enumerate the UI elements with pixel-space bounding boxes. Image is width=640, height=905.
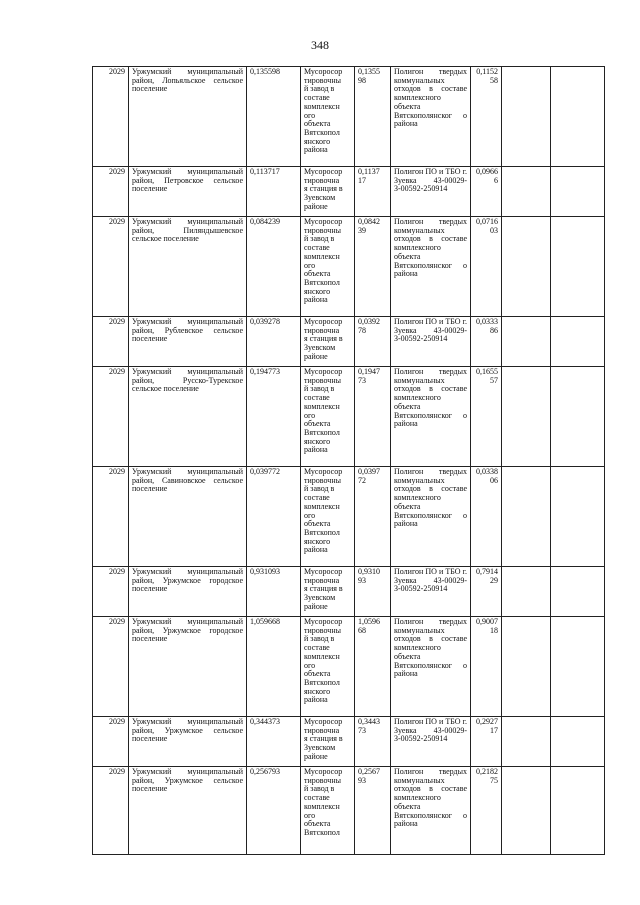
area-cell-text: Уржумский муниципальный район, Уржумское сельское поселение <box>132 767 243 794</box>
processed-amount-cell <box>355 217 391 317</box>
disposal-object-cell <box>391 67 471 167</box>
table-row <box>93 167 605 217</box>
area-cell <box>129 167 247 217</box>
disposal-object-cell-text: Полигон ПО и ТБО г. Зуевка 43-00029-З-00592-250914 <box>394 167 467 194</box>
amount-cell-text: 0,135598 <box>250 67 280 76</box>
processed-amount-cell-text: 0,1355 98 <box>358 67 380 85</box>
empty-cell <box>551 617 605 717</box>
amount-cell-text: 0,256793 <box>250 767 280 776</box>
amount-cell-text: 0,039278 <box>250 317 280 326</box>
amount-cell <box>247 217 301 317</box>
disposal-object-cell <box>391 367 471 467</box>
factor-cell-text: 0,0333 86 <box>476 317 498 335</box>
table-body <box>93 67 605 855</box>
disposal-object-cell-text: Полигон ПО и ТБО г. Зуевка 43-00029-З-00592-250914 <box>394 567 467 594</box>
empty-cell <box>502 567 551 617</box>
facility-cell <box>301 567 355 617</box>
year-cell-text: 2029 <box>109 717 125 726</box>
empty-cell <box>551 67 605 167</box>
disposal-object-cell-text: Полигон твердых коммунальных отходов в составе комплексного объекта Вятскополянског о района <box>394 217 467 279</box>
factor-cell-text: 0,0966 6 <box>476 167 498 185</box>
amount-cell <box>247 317 301 367</box>
area-cell-text: Уржумский муниципальный район, Савиновское сельское поселение <box>132 467 243 494</box>
empty-cell <box>551 317 605 367</box>
year-cell-text: 2029 <box>109 767 125 776</box>
empty-cell <box>551 717 605 767</box>
amount-cell <box>247 767 301 855</box>
year-cell-text: 2029 <box>109 317 125 326</box>
amount-cell-text: 0,084239 <box>250 217 280 226</box>
amount-cell <box>247 167 301 217</box>
area-cell <box>129 467 247 567</box>
factor-cell-text: 0,0716 03 <box>476 217 498 235</box>
factor-cell <box>471 717 502 767</box>
factor-cell-text: 0,2927 17 <box>476 717 498 735</box>
area-cell <box>129 617 247 717</box>
amount-cell <box>247 567 301 617</box>
amount-cell <box>247 717 301 767</box>
disposal-object-cell-text: Полигон ПО и ТБО г. Зуевка 43-00029-З-00592-250914 <box>394 317 467 344</box>
waste-flow-table <box>92 66 605 855</box>
area-cell-text: Уржумский муниципальный район, Рублевское сельское поселение <box>132 317 243 344</box>
facility-cell-text: Мусоросор тировочны й завод в составе комплексн ого объекта Вятскопол янского района <box>304 217 343 305</box>
table-row <box>93 767 605 855</box>
disposal-object-cell-text: Полигон твердых коммунальных отходов в составе комплексного объекта Вятскополянског о района <box>394 67 467 129</box>
factor-cell <box>471 367 502 467</box>
year-cell-text: 2029 <box>109 467 125 476</box>
area-cell <box>129 217 247 317</box>
area-cell <box>129 367 247 467</box>
area-cell <box>129 767 247 855</box>
year-cell <box>93 367 129 467</box>
year-cell-text: 2029 <box>109 67 125 76</box>
empty-cell <box>551 567 605 617</box>
year-cell <box>93 167 129 217</box>
amount-cell-text: 0,113717 <box>250 167 280 176</box>
amount-cell-text: 0,194773 <box>250 367 280 376</box>
amount-cell <box>247 67 301 167</box>
factor-cell <box>471 217 502 317</box>
area-cell-text: Уржумский муниципальный район, Пиляндышевское сельское поселение <box>132 217 243 244</box>
disposal-object-cell <box>391 317 471 367</box>
area-cell <box>129 567 247 617</box>
empty-cell <box>502 317 551 367</box>
factor-cell <box>471 617 502 717</box>
factor-cell <box>471 767 502 855</box>
processed-amount-cell-text: 0,1947 73 <box>358 367 380 385</box>
disposal-object-cell <box>391 167 471 217</box>
empty-cell <box>502 467 551 567</box>
year-cell <box>93 67 129 167</box>
processed-amount-cell-text: 0,0392 78 <box>358 317 380 335</box>
year-cell <box>93 567 129 617</box>
amount-cell-text: 0,931093 <box>250 567 280 576</box>
factor-cell-text: 0,7914 29 <box>476 567 498 585</box>
disposal-object-cell-text: Полигон твердых коммунальных отходов в составе комплексного объекта Вятскополянског о района <box>394 617 467 679</box>
year-cell <box>93 317 129 367</box>
disposal-object-cell-text: Полигон ПО и ТБО г. Зуевка 43-00029-З-00592-250914 <box>394 717 467 744</box>
facility-cell <box>301 217 355 317</box>
area-cell-text: Уржумский муниципальный район, Лопьяльское сельское поселение <box>132 67 243 94</box>
facility-cell <box>301 367 355 467</box>
table-row <box>93 617 605 717</box>
processed-amount-cell-text: 1,0596 68 <box>358 617 380 635</box>
amount-cell-text: 1,059668 <box>250 617 280 626</box>
disposal-object-cell-text: Полигон твердых коммунальных отходов в составе комплексного объекта Вятскополянског о района <box>394 767 467 829</box>
factor-cell <box>471 567 502 617</box>
area-cell <box>129 67 247 167</box>
processed-amount-cell <box>355 317 391 367</box>
processed-amount-cell <box>355 617 391 717</box>
empty-cell <box>502 367 551 467</box>
empty-cell <box>551 767 605 855</box>
processed-amount-cell <box>355 367 391 467</box>
factor-cell-text: 0,1152 58 <box>476 67 498 85</box>
area-cell-text: Уржумский муниципальный район, Уржумское городское поселение <box>132 567 243 594</box>
processed-amount-cell-text: 0,1137 17 <box>358 167 380 185</box>
processed-amount-cell <box>355 467 391 567</box>
empty-cell <box>502 767 551 855</box>
disposal-object-cell <box>391 617 471 717</box>
facility-cell-text: Мусоросор тировочны й завод в составе комплексн ого объекта Вятскопол янского района <box>304 467 343 555</box>
table-row <box>93 317 605 367</box>
table-row <box>93 67 605 167</box>
year-cell <box>93 767 129 855</box>
amount-cell <box>247 467 301 567</box>
amount-cell <box>247 367 301 467</box>
facility-cell-text: Мусоросор тировочна я станция в Зуевском районе <box>304 717 343 761</box>
year-cell-text: 2029 <box>109 617 125 626</box>
year-cell-text: 2029 <box>109 367 125 376</box>
area-cell-text: Уржумский муниципальный район, Уржумское сельское поселение <box>132 717 243 744</box>
page-number: 348 <box>311 38 329 52</box>
facility-cell <box>301 317 355 367</box>
facility-cell <box>301 467 355 567</box>
empty-cell <box>502 617 551 717</box>
facility-cell-text: Мусоросор тировочна я станция в Зуевском районе <box>304 567 343 611</box>
empty-cell <box>502 167 551 217</box>
processed-amount-cell <box>355 167 391 217</box>
processed-amount-cell <box>355 717 391 767</box>
disposal-object-cell-text: Полигон твердых коммунальных отходов в составе комплексного объекта Вятскополянског о района <box>394 367 467 429</box>
factor-cell <box>471 317 502 367</box>
table-row <box>93 717 605 767</box>
facility-cell-text: Мусоросор тировочна я станция в Зуевском районе <box>304 167 343 211</box>
facility-cell <box>301 617 355 717</box>
year-cell <box>93 217 129 317</box>
processed-amount-cell <box>355 567 391 617</box>
facility-cell <box>301 67 355 167</box>
processed-amount-cell <box>355 767 391 855</box>
empty-cell <box>551 467 605 567</box>
disposal-object-cell <box>391 767 471 855</box>
processed-amount-cell <box>355 67 391 167</box>
empty-cell <box>551 217 605 317</box>
table-row <box>93 367 605 467</box>
factor-cell <box>471 67 502 167</box>
empty-cell <box>502 717 551 767</box>
amount-cell-text: 0,344373 <box>250 717 280 726</box>
processed-amount-cell-text: 0,2567 93 <box>358 767 380 785</box>
facility-cell <box>301 767 355 855</box>
amount-cell <box>247 617 301 717</box>
area-cell-text: Уржумский муниципальный район, Уржумское городское поселение <box>132 617 243 644</box>
area-cell-text: Уржумский муниципальный район, Русско-Турекское сельское поселение <box>132 367 243 394</box>
factor-cell-text: 0,2182 75 <box>476 767 498 785</box>
processed-amount-cell-text: 0,3443 73 <box>358 717 380 735</box>
facility-cell-text: Мусоросор тировочны й завод в составе комплексн ого объекта Вятскопол янского района <box>304 617 343 705</box>
year-cell-text: 2029 <box>109 567 125 576</box>
disposal-object-cell <box>391 467 471 567</box>
facility-cell-text: Мусоросор тировочны й завод в составе комплексн ого объекта Вятскопол янского района <box>304 367 343 455</box>
factor-cell-text: 0,0338 06 <box>476 467 498 485</box>
factor-cell-text: 0,9007 18 <box>476 617 498 635</box>
disposal-object-cell-text: Полигон твердых коммунальных отходов в составе комплексного объекта Вятскополянског о района <box>394 467 467 529</box>
area-cell <box>129 317 247 367</box>
facility-cell-text: Мусоросор тировочны й завод в составе комплексн ого объекта Вятскопол янского района <box>304 67 343 155</box>
factor-cell <box>471 167 502 217</box>
factor-cell-text: 0,1655 57 <box>476 367 498 385</box>
year-cell <box>93 467 129 567</box>
year-cell-text: 2029 <box>109 167 125 176</box>
table-row <box>93 467 605 567</box>
disposal-object-cell <box>391 717 471 767</box>
facility-cell-text: Мусоросор тировочны й завод в составе комплексн ого объекта Вятскопол <box>304 767 343 837</box>
facility-cell <box>301 717 355 767</box>
year-cell-text: 2029 <box>109 217 125 226</box>
factor-cell <box>471 467 502 567</box>
empty-cell <box>502 67 551 167</box>
facility-cell-text: Мусоросор тировочна я станция в Зуевском районе <box>304 317 343 361</box>
empty-cell <box>502 217 551 317</box>
year-cell <box>93 617 129 717</box>
processed-amount-cell-text: 0,9310 93 <box>358 567 380 585</box>
year-cell <box>93 717 129 767</box>
table-row <box>93 217 605 317</box>
empty-cell <box>551 367 605 467</box>
disposal-object-cell <box>391 567 471 617</box>
processed-amount-cell-text: 0,0842 39 <box>358 217 380 235</box>
processed-amount-cell-text: 0,0397 72 <box>358 467 380 485</box>
disposal-object-cell <box>391 217 471 317</box>
amount-cell-text: 0,039772 <box>250 467 280 476</box>
area-cell-text: Уржумский муниципальный район, Петровское сельское поселение <box>132 167 243 194</box>
facility-cell <box>301 167 355 217</box>
empty-cell <box>551 167 605 217</box>
area-cell <box>129 717 247 767</box>
table-row <box>93 567 605 617</box>
